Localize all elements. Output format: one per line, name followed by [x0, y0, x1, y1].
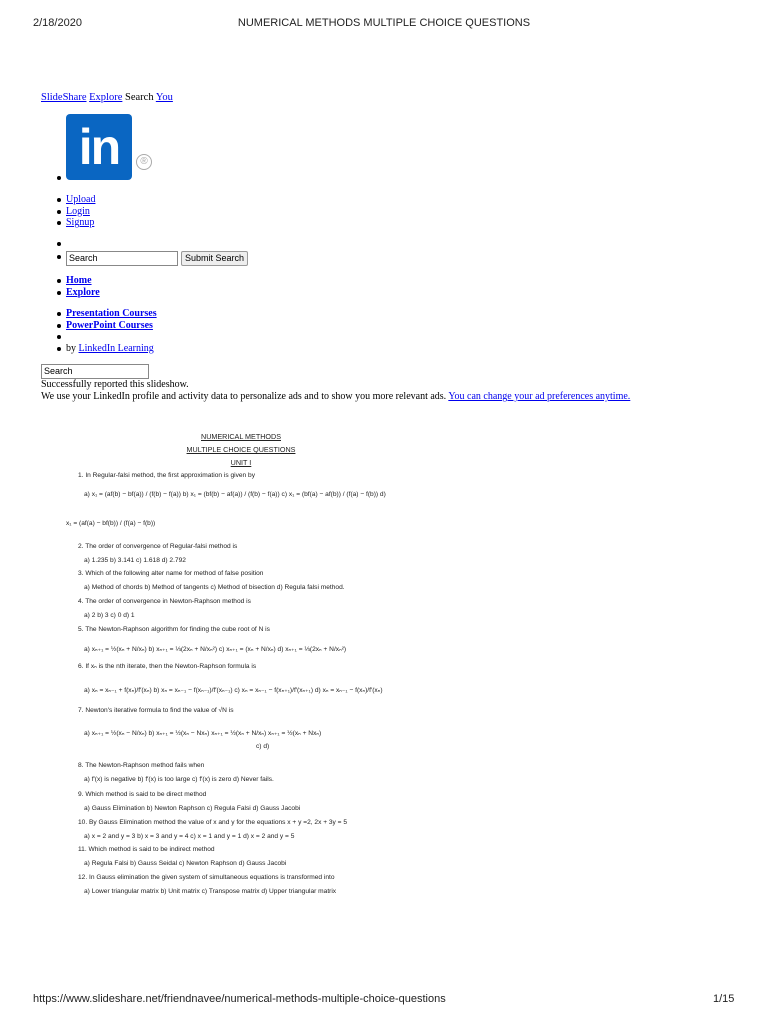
linkedin-logo[interactable]: in [66, 114, 132, 180]
list-item [55, 217, 95, 229]
question-12-options: a) Lower triangular matrix b) Unit matrix c) Transpose matrix d) Upper triangular matrix [84, 888, 337, 895]
ads-text: We use your LinkedIn profile and activity data to personalize ads and to show you more relevant ads. [41, 391, 447, 402]
question-7-options: a) xₙ₊₁ = ½(xₙ − N/xₙ) b) xₙ₊₁ = ½(xₙ − Nxₙ) xₙ₊₁ = ½(xₙ + N/xₙ) xₙ₊₁ = ½(xₙ + Nxₙ) [84, 730, 322, 737]
question-9-options: a) Gauss Elimination b) Newton Raphson c) Regula Falsi d) Gauss Jacobi [84, 805, 301, 812]
question-7-cd-labels: c) d) [256, 743, 270, 750]
print-page-number: 1/15 [713, 993, 735, 1005]
question-3-options: a) Method of chords b) Method of tangents c) Method of bisection d) Regula falsi method. [84, 584, 345, 591]
search-form [55, 251, 248, 266]
list-item [55, 308, 157, 320]
list-item [55, 287, 100, 299]
courses-list [55, 308, 157, 354]
search-label: Search [125, 92, 154, 103]
empty-list-item [55, 172, 69, 184]
linkedin-learning-link[interactable]: LinkedIn Learning [78, 342, 154, 354]
list-item [55, 320, 157, 332]
question-4: 4. The order of convergence in Newton-Raphson method is [78, 598, 251, 605]
print-title: NUMERICAL METHODS MULTIPLE CHOICE QUESTIONS [237, 17, 531, 29]
message-block [41, 364, 630, 403]
question-8-options: a) f′(x) is negative b) f′(x) is too large c) f′(x) is zero d) Never fails. [84, 776, 274, 783]
powerpoint-courses-link[interactable]: PowerPoint Courses [66, 319, 153, 331]
question-1-options: a) x₁ = (af(b) − bf(a)) / (f(b) − f(a)) b) x₁ = (bf(b) − af(a)) / (f(b) − f(a)) c) x₁ = (bf(a) − af(b)) / (f(a) − f(b)) d) [84, 491, 386, 498]
explore-menu-link[interactable]: Explore [66, 286, 100, 298]
ad-preferences-link[interactable]: You can change your ad preferences anytime. [448, 391, 631, 402]
upload-link[interactable]: Upload [66, 194, 96, 205]
doc-unit: UNIT I [230, 458, 252, 467]
question-3: 3. Which of the following alter name for method of false position [78, 570, 264, 577]
search-input-secondary[interactable]: Search [41, 364, 149, 379]
submit-search-button[interactable]: Submit Search [181, 251, 248, 266]
top-nav [41, 92, 173, 103]
logo-list [55, 172, 69, 184]
explore-link[interactable]: Explore [89, 92, 123, 103]
search-input[interactable]: Search [66, 251, 178, 266]
account-menu [55, 194, 95, 229]
registered-mark-icon: ® [136, 154, 152, 170]
search-form-list [55, 238, 248, 266]
main-menu [55, 275, 100, 298]
report-success-text: Successfully reported this slideshow. [41, 379, 189, 390]
empty-list-item [55, 331, 157, 343]
doc-title: NUMERICAL METHODS [201, 432, 281, 441]
list-item [55, 206, 95, 218]
list-item [55, 343, 157, 355]
question-10: 10. By Gauss Elimination method the value of x and y for the equations x + y =2, 2x + 3y = 5 [78, 819, 348, 826]
list-item [55, 194, 95, 206]
question-1: 1. In Regular-falsi method, the first approximation is given by [78, 472, 256, 479]
question-11-options: a) Regula Falsi b) Gauss Seidal c) Newton Raphson d) Gauss Jacobi [84, 860, 287, 867]
doc-subtitle: MULTIPLE CHOICE QUESTIONS [186, 445, 296, 454]
question-6-options: a) xₙ = xₙ₋₁ + f(xₙ)/f′(xₙ) b) xₙ = xₙ₋₁ − f(xₙ₋₁)/f′(xₙ₋₁) c) xₙ = xₙ₋₁ − f(xₙ₊₁)/f′(xₙ₊₁) d) xₙ = xₙ₋₁ − f(xₙ)/f′(xₙ) [84, 687, 383, 694]
empty-list-item [55, 238, 248, 250]
question-6: 6. If xₙ is the nth iterate, then the Newton-Raphson formula is [78, 663, 257, 670]
slideshare-link[interactable]: SlideShare [41, 92, 87, 103]
question-4-options: a) 2 b) 3 c) 0 d) 1 [84, 612, 135, 619]
question-12: 12. In Gauss elimination the given system of simultaneous equations is transformed into [78, 874, 335, 881]
login-link[interactable]: Login [66, 205, 90, 217]
print-url: https://www.slideshare.net/friendnavee/numerical-methods-multiple-choice-questions [33, 993, 446, 1005]
question-2-options: a) 1.235 b) 3.141 c) 1.618 d) 2.792 [84, 557, 186, 564]
question-7: 7. Newton's iterative formula to find the value of √N is [78, 707, 234, 714]
home-link[interactable]: Home [66, 275, 92, 286]
question-1-option-d: x₁ = (af(a) − bf(b)) / (f(a) − f(b)) [66, 520, 156, 527]
you-link[interactable]: You [155, 92, 173, 103]
list-item [55, 275, 100, 287]
by-label: by [66, 342, 76, 354]
question-5-options: a) xₙ₊₁ = ½(xₙ + N/xₙ) b) xₙ₊₁ = ⅓(2xₙ + N/xₙ²) c) xₙ₊₁ = (xₙ + N/xₙ) d) xₙ₊₁ = ⅓(2xₙ + N/xₙ²) [84, 646, 347, 653]
print-date: 2/18/2020 [33, 17, 82, 29]
question-9: 9. Which method is said to be direct method [78, 791, 207, 798]
signup-link[interactable]: Signup [66, 217, 95, 228]
presentation-courses-link[interactable]: Presentation Courses [66, 308, 157, 319]
question-2: 2. The order of convergence of Regular-falsi method is [78, 543, 238, 550]
question-8: 8. The Newton-Raphson method fails when [78, 762, 205, 769]
question-10-options: a) x = 2 and y = 3 b) x = 3 and y = 4 c) x = 1 and y = 1 d) x = 2 and y = 5 [84, 833, 295, 840]
question-11: 11. Which method is said to be indirect method [78, 846, 215, 853]
question-5: 5. The Newton-Raphson algorithm for finding the cube root of N is [78, 626, 270, 633]
